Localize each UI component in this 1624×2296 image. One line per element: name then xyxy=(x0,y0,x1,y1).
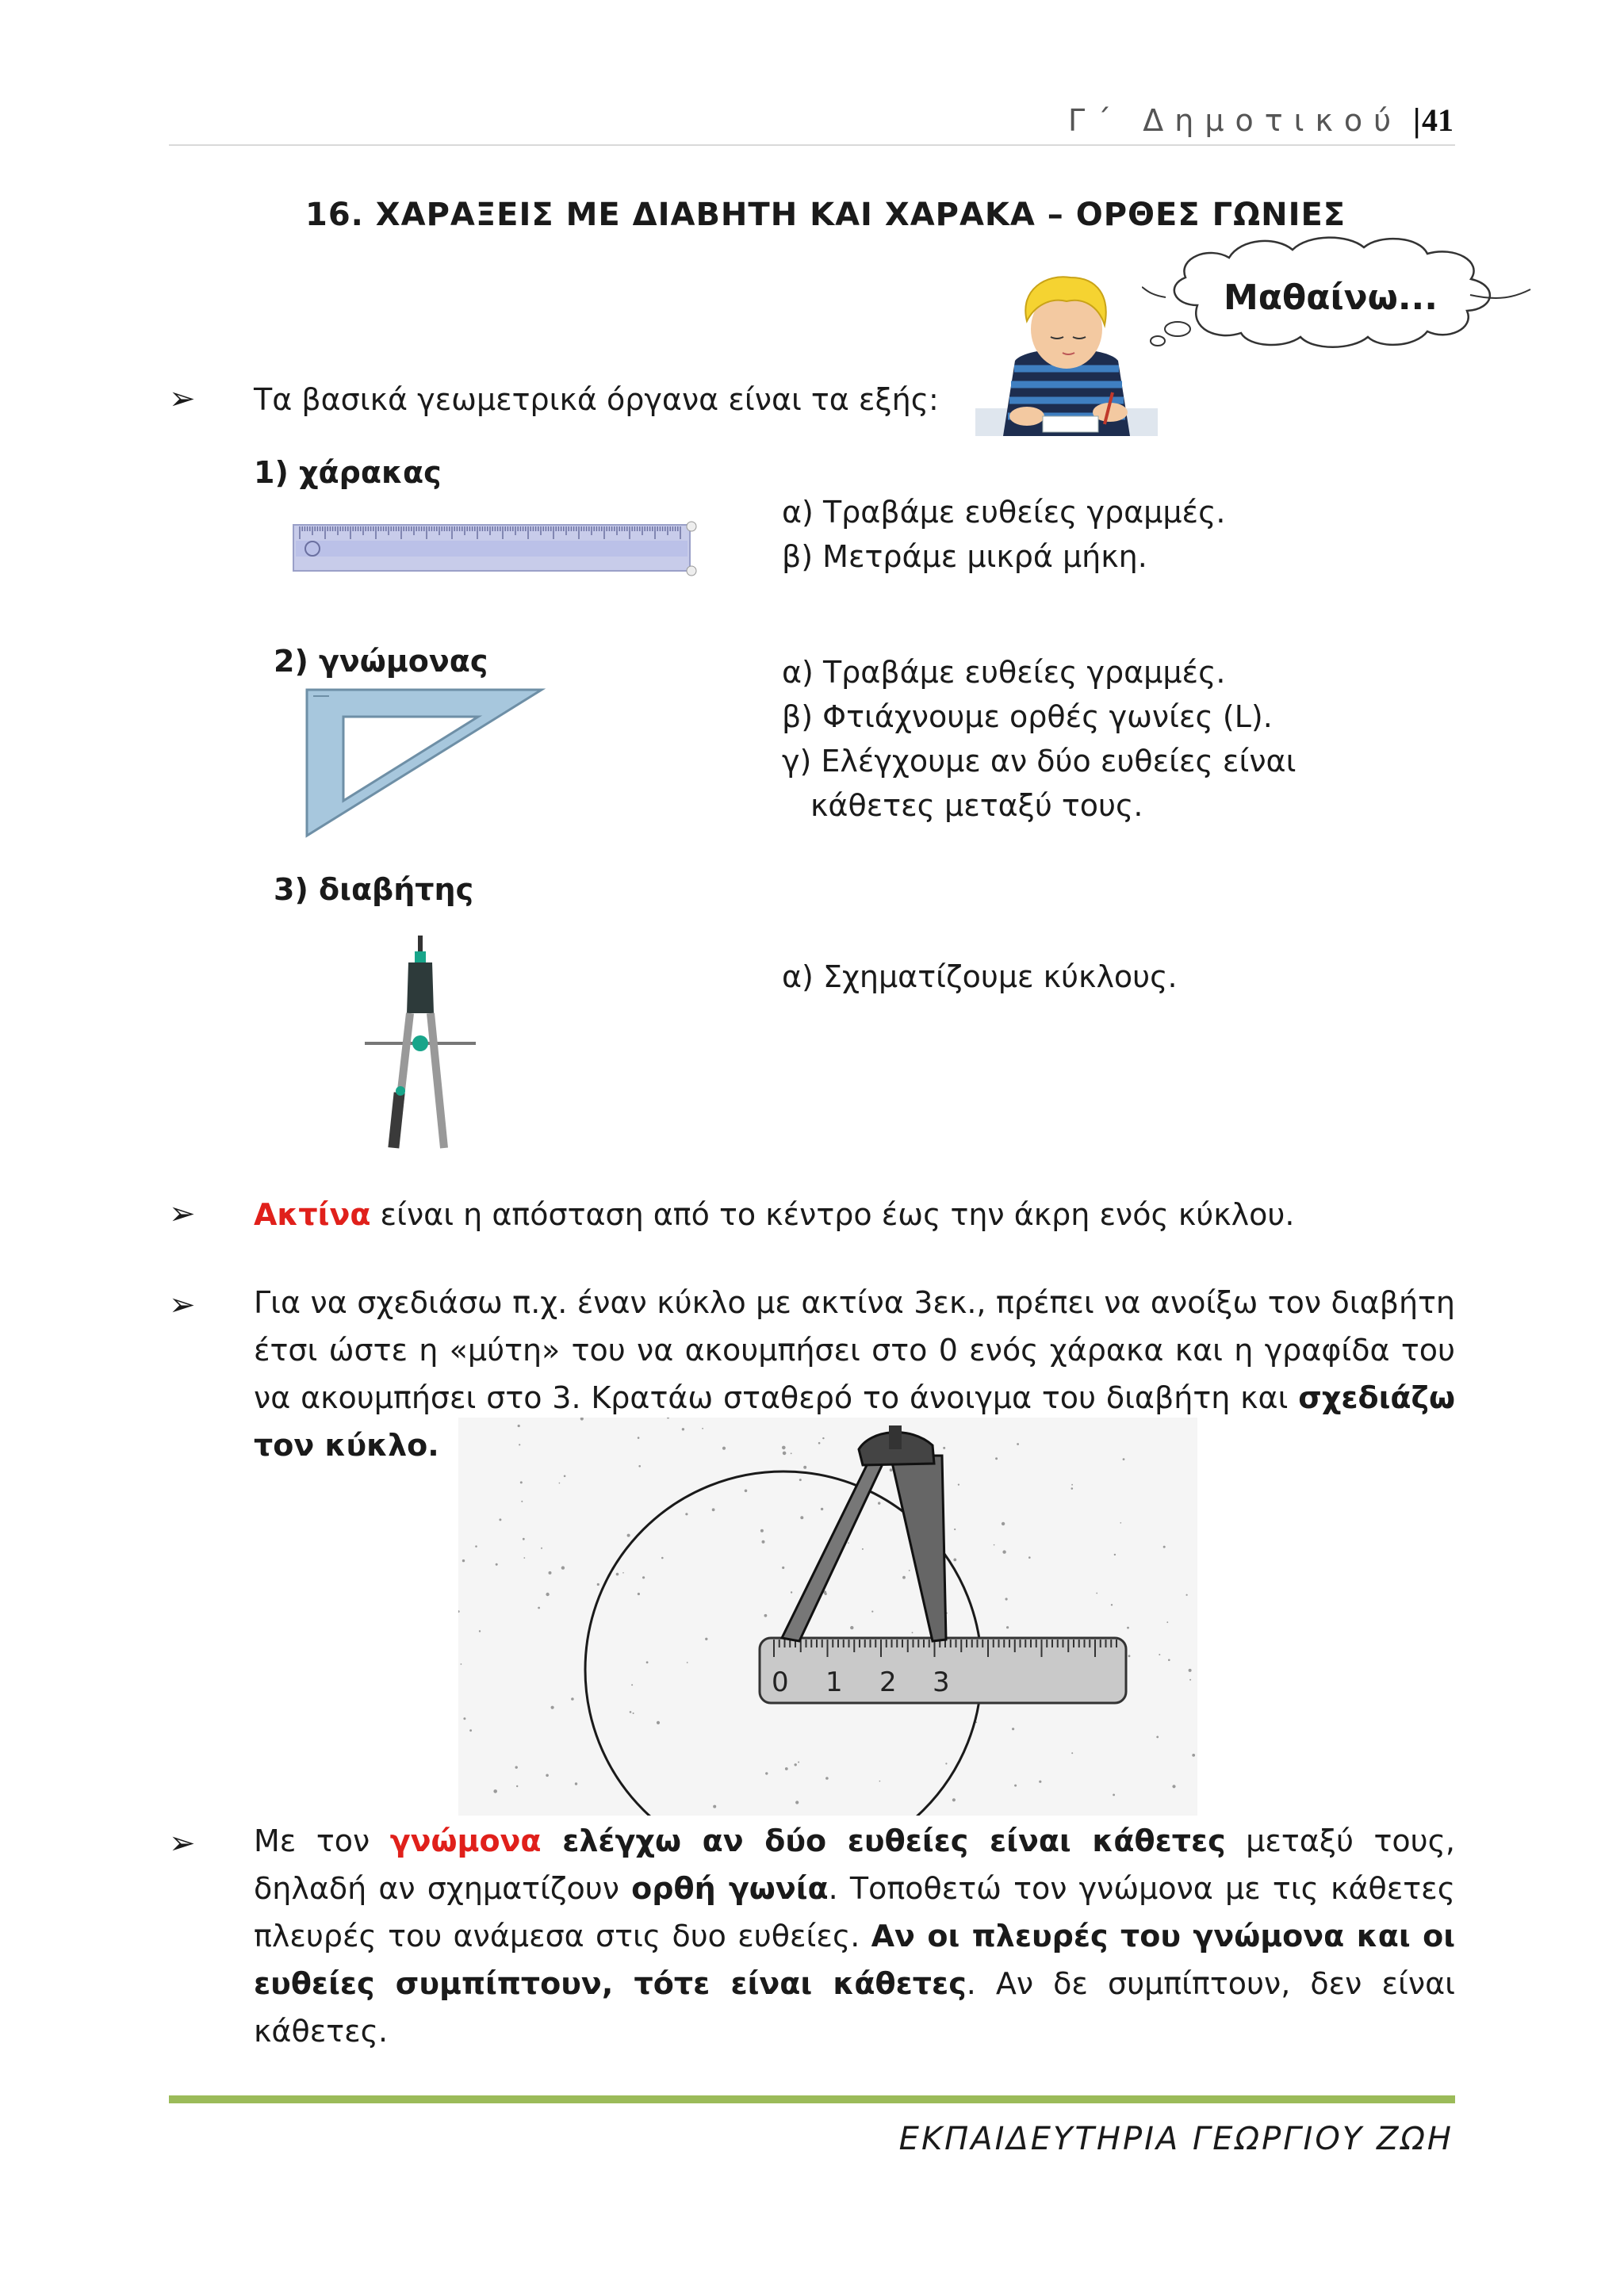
ruler-icon xyxy=(292,517,704,580)
tool-2-use-a: α) Τραβάμε ευθείες γραμμές. xyxy=(782,655,1226,690)
arrowhead-bullet-icon: ➢ xyxy=(169,1825,196,1862)
ruler-label-2: 2 xyxy=(879,1667,897,1698)
ruler-label-3: 3 xyxy=(933,1667,950,1698)
ruler-label-0: 0 xyxy=(772,1667,789,1698)
intro-text: Τα βασικά γεωμετρικά όργανα είναι τα εξής: xyxy=(254,382,939,417)
circle-paragraph: Για να σχεδιάσω π.χ. έναν κύκλο με ακτίνα 3εκ., πρέπει να ανοίξω τον διαβήτη έτσι ώστε η «μύτη» του να ακουμπήσει στο 0 ενός χάρακα και η γραφίδα του να ακουμπήσει στο 3. Κρατάω σταθερό το άνοιγμα του διαβήτη και σχεδιάζω τον κύκλο. xyxy=(254,1285,1455,1463)
tool-1-use-a: α) Τραβάμε ευθείες γραμμές. xyxy=(782,495,1226,530)
tool-3-use-a: α) Σχηματίζουμε κύκλους. xyxy=(782,959,1178,994)
compass-icon xyxy=(361,934,480,1164)
tool-1-use-b: β) Μετράμε μικρά μήκη. xyxy=(782,539,1147,574)
radius-definition: Ακτίνα είναι η απόσταση από το κέντρο έως την άκρη ενός κύκλου. xyxy=(254,1197,1295,1232)
tool-2-use-c-cont: κάθετες μεταξύ τους. xyxy=(810,788,1143,823)
tool-2-name: 2) γνώμονας xyxy=(274,644,488,679)
page-title: 16. ΧΑΡΑΞΕΙΣ ΜΕ ΔΙΑΒΗΤΗ ΚΑΙ ΧΑΡΑΚΑ – ΟΡΘΕΣ ΓΩΝΙΕΣ xyxy=(305,197,1346,233)
footer-text: ΕΚΠΑΙΔΕΥΤΗΡΙΑ ΓΕΩΡΓΙΟΥ ΖΩΗ xyxy=(898,2121,1454,2157)
compass-circle-figure xyxy=(458,1418,1197,1816)
tool-2-use-b: β) Φτιάχνουμε ορθές γωνίες (L). xyxy=(782,699,1273,734)
tool-1-name: 1) χάρακας xyxy=(254,455,442,490)
running-header: Γ΄ Δημοτικού |41 xyxy=(1067,102,1454,138)
student-writing-illustration xyxy=(971,274,1162,436)
cloud-text: Μαθαίνω... xyxy=(1224,277,1438,318)
radius-term: Ακτίνα xyxy=(254,1197,371,1232)
header-divider xyxy=(169,144,1455,146)
arrowhead-bullet-icon: ➢ xyxy=(169,1196,196,1232)
tool-2-use-c: γ) Ελέγχουμε αν δύο ευθείες είναι xyxy=(782,744,1297,779)
arrowhead-bullet-icon: ➢ xyxy=(169,381,196,417)
set-square-icon xyxy=(297,683,551,840)
running-title: Γ΄ Δημοτικού xyxy=(1067,103,1403,138)
footer-rule xyxy=(169,2095,1455,2103)
arrowhead-bullet-icon: ➢ xyxy=(169,1287,196,1323)
page-number: 41 xyxy=(1422,102,1454,138)
set-square-paragraph: Με τον γνώμονα ελέγχω αν δύο ευθείες είναι κάθετες μεταξύ τους, δηλαδή αν σχηματίζουν ορθή γωνία. Τοποθετώ τον γνώμονα με τις κάθετες πλευρές του ανάμεσα στις δυο ευθείες. Αν οι πλευρές του γνώμονα και οι ευθείες συμπίπτουν, τότε είναι κάθετες. Αν δε συμπίπτουν, δεν είναι κάθετες. xyxy=(254,1823,1456,2049)
tool-3-name: 3) διαβήτης xyxy=(274,872,474,907)
ruler-label-1: 1 xyxy=(825,1667,843,1698)
